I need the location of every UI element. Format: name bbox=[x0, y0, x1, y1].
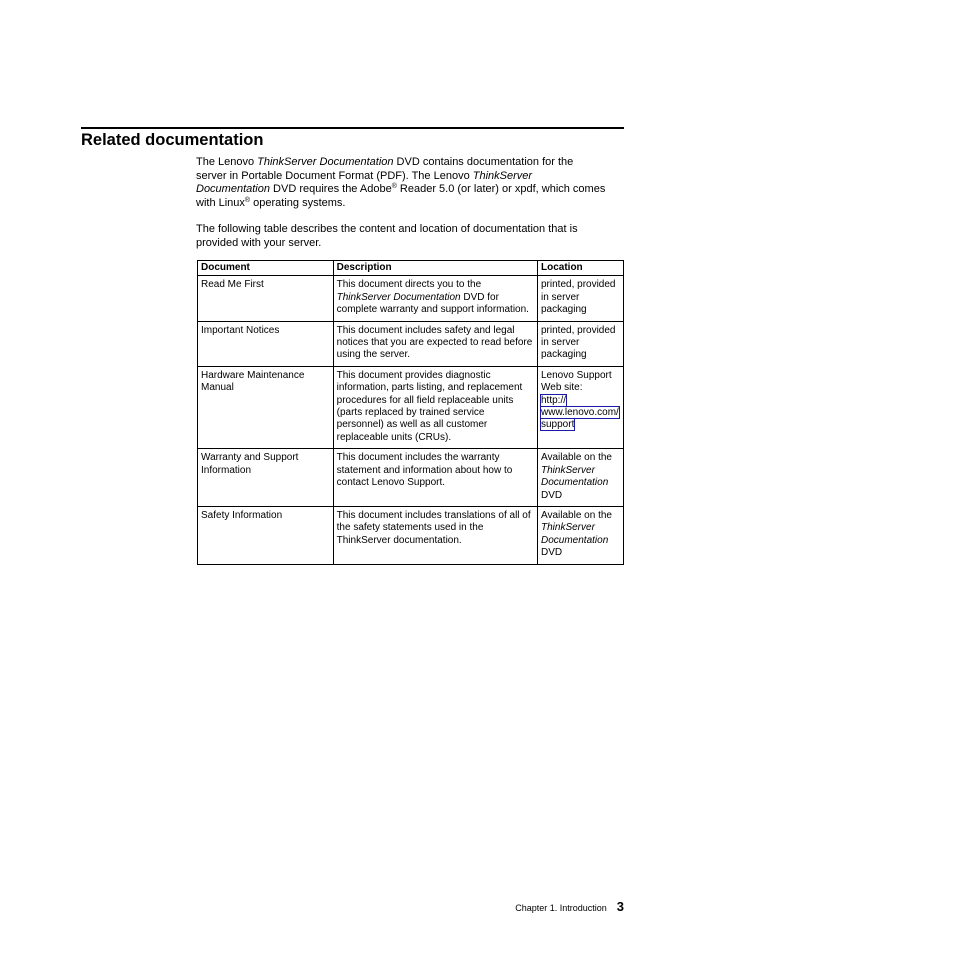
location-text: DVD bbox=[541, 547, 563, 559]
document-cell: Important Notices bbox=[198, 321, 334, 366]
description-cell bbox=[333, 276, 537, 321]
table-row bbox=[198, 321, 624, 366]
intro-text: Reader 5.0 (or later) or xpdf, which comes with Linux bbox=[196, 183, 606, 209]
support-link[interactable]: http:// bbox=[541, 394, 567, 406]
intro-text: DVD requires the Adobe bbox=[270, 183, 392, 195]
column-header-location: Location bbox=[538, 261, 624, 276]
table-row bbox=[198, 276, 624, 321]
chapter-label: Chapter 1. Introduction bbox=[515, 903, 607, 913]
product-name: ThinkServer Documentation bbox=[196, 169, 533, 195]
page-footer bbox=[515, 900, 624, 915]
description-text: This document directs you to the bbox=[336, 279, 482, 291]
description-cell: This document provides diagnostic information, parts listing, and replacement procedures for all field replaceable units (parts replaced by trained service personnel) as well as all customer replaceable units (CRUs). bbox=[333, 366, 537, 448]
table-row bbox=[198, 506, 624, 564]
registered-mark: ® bbox=[244, 196, 251, 204]
document-cell: Read Me First bbox=[198, 276, 334, 321]
registered-mark: ® bbox=[391, 183, 397, 190]
table-header-row bbox=[198, 261, 624, 276]
location-cell: printed, provided in server packaging bbox=[538, 321, 624, 366]
location-cell bbox=[538, 366, 624, 448]
table-intro-paragraph: The following table describes the content and location of documentation that is provided with your server. bbox=[196, 223, 578, 249]
product-name: ThinkServer Documentation bbox=[541, 464, 609, 489]
section-title: Related documentation bbox=[81, 131, 264, 149]
intro-text: DVD contains documentation for the server in Portable Document Format (PDF). The Lenovo bbox=[196, 156, 574, 182]
location-text: Available on the bbox=[541, 509, 612, 521]
location-text: Lenovo Support Web site: bbox=[541, 369, 612, 394]
documentation-table bbox=[197, 260, 624, 565]
product-name: ThinkServer Documentation bbox=[336, 291, 461, 303]
column-header-document: Document bbox=[198, 261, 334, 276]
description-cell: This document includes translations of all of the safety statements used in the ThinkServer documentation. bbox=[333, 506, 537, 564]
document-cell: Safety Information bbox=[198, 506, 334, 564]
support-link[interactable]: support bbox=[541, 419, 575, 431]
support-link[interactable]: www.lenovo.com/ bbox=[541, 407, 619, 419]
page-number: 3 bbox=[616, 899, 624, 914]
product-name: ThinkServer Documentation bbox=[257, 156, 394, 168]
description-cell: This document includes the warranty statement and information about how to contact Lenovo Support. bbox=[333, 449, 537, 507]
document-cell: Hardware Maintenance Manual bbox=[198, 366, 334, 448]
location-text: Available on the bbox=[541, 452, 612, 464]
intro-paragraph bbox=[196, 156, 606, 210]
location-cell bbox=[538, 506, 624, 564]
description-text: DVD for complete warranty and support information. bbox=[336, 291, 529, 316]
location-cell bbox=[538, 449, 624, 507]
table-row bbox=[198, 366, 624, 448]
product-name: ThinkServer Documentation bbox=[541, 522, 609, 546]
intro-text: operating systems. bbox=[250, 196, 346, 209]
intro-text: The Lenovo bbox=[196, 156, 258, 168]
location-cell: printed, provided in server packaging bbox=[538, 276, 624, 321]
table-row bbox=[198, 449, 624, 507]
column-header-description: Description bbox=[333, 261, 537, 276]
location-text: DVD bbox=[541, 489, 563, 501]
document-cell: Warranty and Support Information bbox=[198, 449, 334, 507]
description-cell: This document includes safety and legal notices that you are expected to read before using the server. bbox=[333, 321, 537, 366]
